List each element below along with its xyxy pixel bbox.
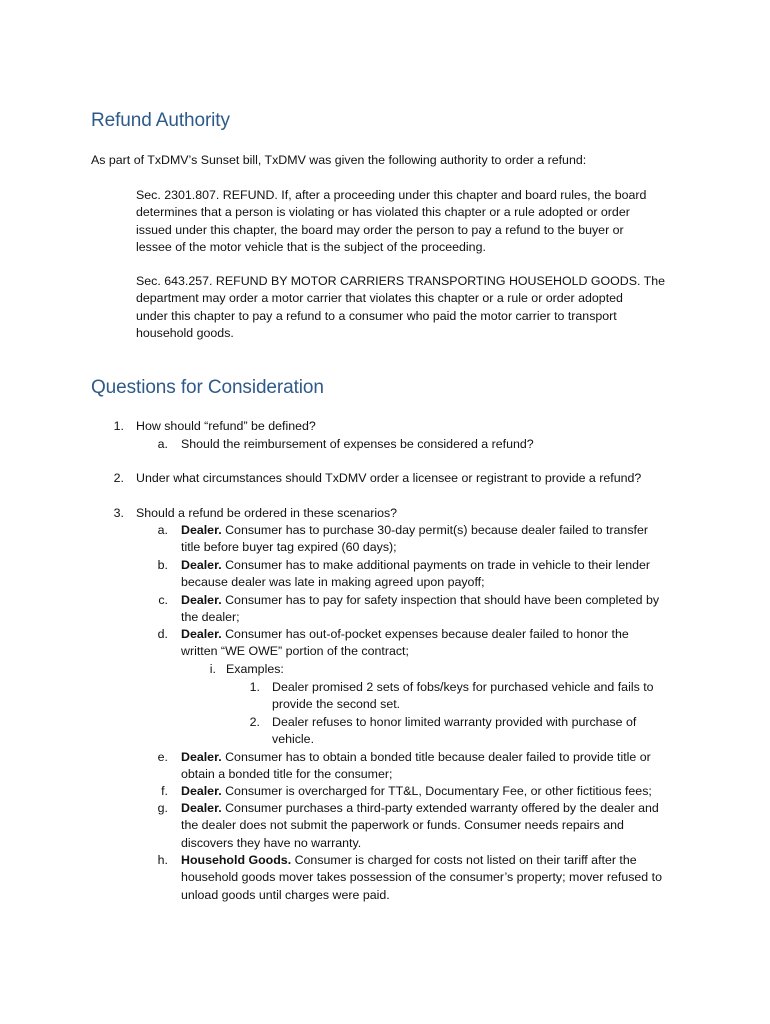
list-letter: e. [157,750,168,764]
scenario-text: the dealer; [181,610,240,625]
scenario-label: Household Goods. [181,853,292,867]
quote-line: department may order a motor carrier that violates this chapter or a rule or order adopted [136,291,623,306]
list-letter: f. [161,784,168,798]
quote-sec-2301-807 [136,187,646,257]
scenario-label: Dealer. [181,627,222,641]
scenario-text: Consumer has out-of-pocket expenses because dealer failed to honor the [221,627,629,641]
scenario-text: the dealer does not submit the paperwork or funds. Consumer needs repairs and [181,818,624,833]
quote-sec-643-257 [136,273,665,343]
list-number: 1. [113,419,124,433]
list-text: Examples: [226,662,284,676]
scenario-text: Consumer has to obtain a bonded title because dealer failed to provide title or [221,750,651,764]
scenario-label: Dealer. [181,558,222,572]
example-text: provide the second set. [272,697,401,712]
list-text: Should a refund be ordered in these scenarios? [136,506,398,520]
example-text: vehicle. [272,732,315,747]
quote-line: determines that a person is violating or has violated this chapter or a rule adopted or order [136,205,630,220]
heading-questions: Questions for Consideration [91,377,324,398]
heading-refund-authority: Refund Authority [91,110,230,131]
list-number: 3. [113,506,124,520]
scenario-label: Dealer. [181,593,222,607]
scenario-text: discovers they have no warranty. [181,835,362,850]
scenario-text: because dealer was late in making agreed upon payoff; [181,575,485,590]
scenario-label: Dealer. [181,801,222,815]
scenario-text: Consumer is overcharged for TT&L, Documentary Fee, or other fictitious fees; [221,784,652,798]
list-letter: a. [157,437,168,451]
quote-line: lessee of the motor vehicle that is the subject of the proceeding. [136,240,486,255]
scenario-text: household goods mover takes possession of the consumer’s property; mover refused to [181,870,662,885]
list-letter: a. [157,523,168,537]
scenario-text: Consumer purchases a third-party extended warranty offered by the dealer and [221,801,659,815]
intro-paragraph: As part of TxDMV’s Sunset bill, TxDMV was given the following authority to order a refund: [91,153,587,167]
quote-line: under this chapter to pay a refund to a consumer who paid the motor carrier to transport [136,308,617,323]
list-number: 2. [113,471,124,485]
list-letter: c. [158,593,168,607]
list-letter: b. [157,558,168,572]
example-text: Dealer refuses to honor limited warranty provided with purchase of [272,715,637,729]
quote-line: Sec. 643.257. REFUND BY MOTOR CARRIERS TRANSPORTING HOUSEHOLD GOODS. The [136,274,666,288]
scenario-text: Consumer has to purchase 30-day permit(s) because dealer failed to transfer [221,523,648,537]
example-text: Dealer promised 2 sets of fobs/keys for purchased vehicle and fails to [272,680,654,694]
scenario-text: title before buyer tag expired (60 days); [181,540,397,555]
scenario-text: obtain a bonded title for the consumer; [181,767,393,782]
list-text: How should “refund” be defined? [136,419,316,433]
quote-line: issued under this chapter, the board may order the person to pay a refund to the buyer or [136,222,624,237]
scenario-text: Consumer is charged for costs not listed on their tariff after the [291,853,637,867]
list-number: 2. [249,715,260,729]
scenario-text: Consumer has to make additional payments on trade in vehicle to their lender [221,558,651,572]
scenario-text: Consumer has to pay for safety inspection that should have been completed by [221,593,660,607]
scenario-label: Dealer. [181,523,222,537]
scenario-label: Dealer. [181,750,222,764]
list-text: Should the reimbursement of expenses be considered a refund? [181,437,534,451]
scenario-text: unload goods until charges were paid. [181,887,390,902]
list-number: 1. [249,680,260,694]
list-letter: g. [157,801,168,815]
list-letter: h. [157,853,168,867]
scenario-text: written “WE OWE” portion of the contract; [181,644,409,659]
scenario-label: Dealer. [181,784,222,798]
list-roman: i. [209,662,216,676]
list-text: Under what circumstances should TxDMV order a licensee or registrant to provide a refund? [136,471,642,485]
quote-line: Sec. 2301.807. REFUND. If, after a proceeding under this chapter and board rules, the board [136,188,647,202]
list-letter: d. [157,627,168,641]
quote-line: household goods. [136,326,234,341]
